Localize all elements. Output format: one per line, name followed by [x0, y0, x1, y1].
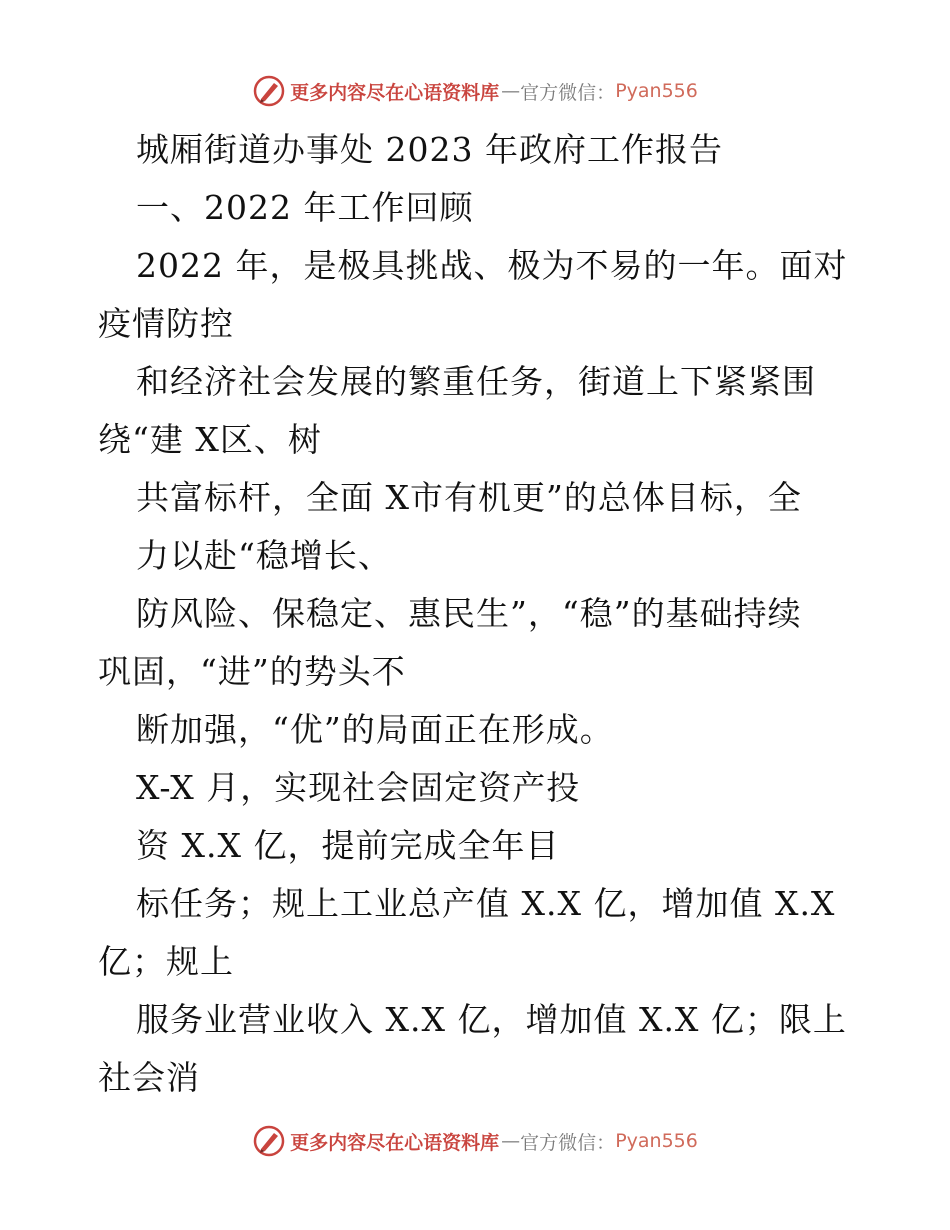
text-line: 标任务；规上工业总产值 X.X 亿，增加值 X.X: [136, 884, 836, 923]
text-line: 力以赴“稳增长、: [136, 536, 392, 575]
watermark-wechat-label: 官方微信：: [520, 81, 616, 104]
text-line: X-X 月，实现社会固定资产投: [136, 768, 581, 807]
watermark-wechat-id: Pyan556: [615, 80, 698, 102]
text-line: 疫情防控: [98, 304, 234, 343]
text-line: 服务业营业收入 X.X 亿，增加值 X.X 亿；限上: [136, 1000, 847, 1039]
document-title: 城厢街道办事处 2023 年政府工作报告: [136, 130, 723, 169]
text-line: 资 X.X 亿，提前完成全年目: [136, 826, 560, 865]
pen-logo-icon: [252, 74, 286, 108]
watermark-wechat-label: 官方微信：: [520, 1131, 616, 1154]
watermark-separator: —: [501, 80, 519, 102]
watermark-separator: —: [501, 1130, 519, 1152]
footer-watermark: [0, 1121, 950, 1161]
text-line: 社会消: [98, 1058, 200, 1097]
pen-logo-icon: [252, 1124, 286, 1158]
text-line: 巩固，“进”的势头不: [98, 652, 406, 691]
text-line: 和经济社会发展的繁重任务，街道上下紧紧围: [136, 362, 816, 401]
text-line: 共富标杆，全面 X市有机更”的总体目标，全: [136, 478, 802, 517]
watermark-text: 更多内容尽在心语资料库: [290, 81, 500, 104]
watermark-wechat-id: Pyan556: [615, 1130, 698, 1152]
text-line: 防风险、保稳定、惠民生”，“稳”的基础持续: [136, 594, 802, 633]
text-line: 亿；规上: [98, 942, 234, 981]
text-line: 断加强，“优”的局面正在形成。: [136, 710, 614, 749]
watermark-text: 更多内容尽在心语资料库: [290, 1131, 500, 1154]
header-watermark: [0, 71, 950, 111]
section-heading: 一、2022 年工作回顾: [136, 188, 474, 227]
text-line: 2022 年，是极具挑战、极为不易的一年。面对: [136, 246, 848, 285]
text-line: 绕“建 X区、树: [98, 420, 322, 459]
